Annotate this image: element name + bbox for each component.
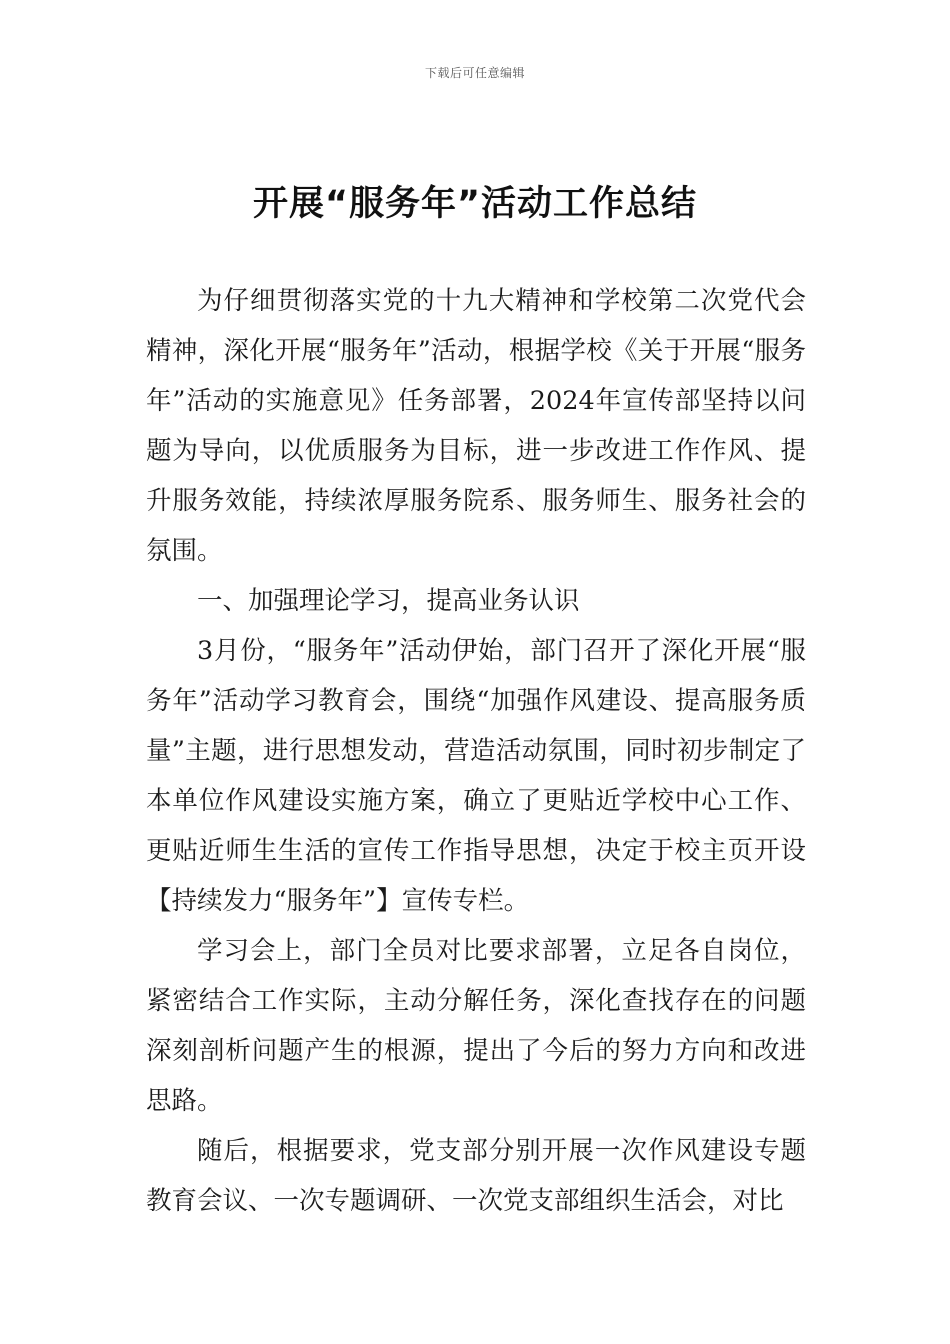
document-title: 开展“服务年”活动工作总结 (252, 184, 697, 224)
paragraph-followup: 随后，根据要求，党支部分别开展一次作风建设专题教育会议、一次专题调研、一次党支部组织生活会，对比 (146, 1136, 806, 1216)
paragraph-intro: 为仔细贯彻落实党的十九大精神和学校第二次党代会精神，深化开展“服务年”活动，根据学校《关于开展“服务年”活动的实施意见》任务部署，2024年宣传部坚持以问题为导向，以优质服务为目标，进一步改进工作作风、提升服务效能，持续浓厚服务院系、服务师生、服务社会的氛围。 (146, 286, 806, 566)
paragraph-march: 3月份，“服务年”活动伊始，部门召开了深化开展“服务年”活动学习教育会，围绕“加强作风建设、提高服务质量”主题，进行思想发动，营造活动氛围，同时初步制定了本单位作风建设实施方案，确立了更贴近学校中心工作、更贴近师生生活的宣传工作指导思想，决定于校主页开设【持续发力“服务年”】宣传专栏。 (146, 636, 806, 916)
header-note: 下载后可任意编辑 (424, 66, 525, 80)
document-body (146, 276, 806, 1226)
paragraph-study-meeting: 学习会上，部门全员对比要求部署，立足各自岗位，紧密结合工作实际，主动分解任务，深化查找存在的问题深刻剖析问题产生的根源，提出了今后的努力方向和改进思路。 (146, 936, 806, 1116)
section-heading-1: 一、加强理论学习，提高业务认识 (197, 586, 580, 616)
